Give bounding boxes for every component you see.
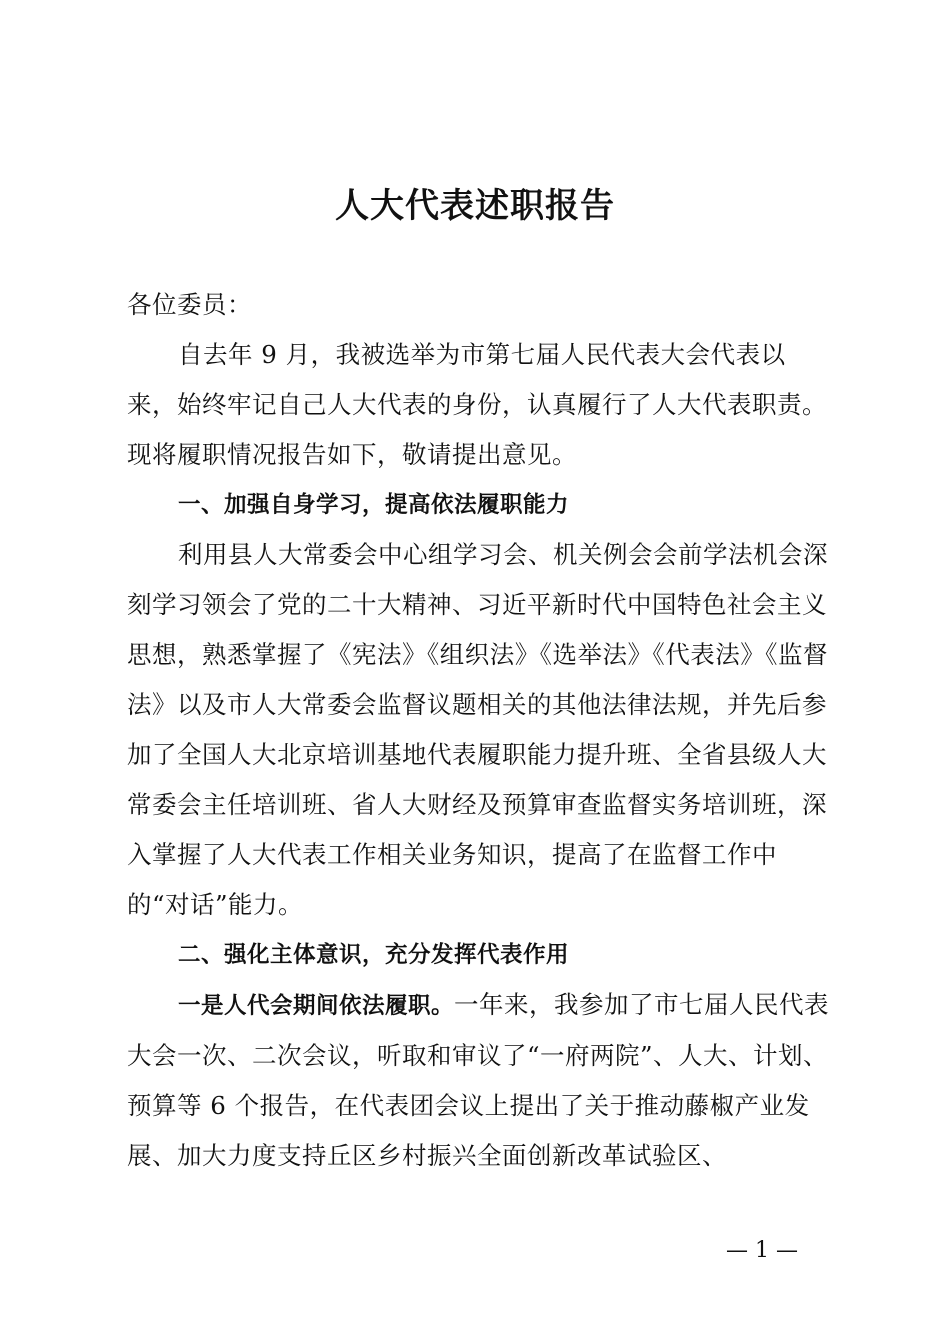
section-2-text: 一年来，我参加了市七届人民代表大会一次、二次会议，听取和审议了“一府两院”、人大、计划、预算等 6 个报告，在代表团会议上提出了关于推动藤椒产业发展、加大力度支持丘区乡村振兴全面创新改革试验区、 bbox=[127, 990, 830, 1170]
document-title: 人大代表述职报告 bbox=[335, 186, 615, 226]
section-1-paragraph: 利用县人大常委会中心组学习会、机关例会会前学法机会深刻学习领会了党的二十大精神、习近平新时代中国特色社会主义思想，熟悉掌握了《宪法》《组织法》《选举法》《代表法》《监督法》以及市人大常委会监督议题相关的其他法律法规，并先后参加了全国人大北京培训基地代表履职能力提升班、全省县级人大常委会主任培训班、省人大财经及预算审查监督实务培训班，深入掌握了人大代表工作相关业务知识，提高了在监督工作中的“对话”能力。 bbox=[127, 540, 828, 919]
section-2-paragraph bbox=[127, 980, 833, 1181]
section-1-heading: 一、加强自身学习，提高依法履职能力 bbox=[178, 492, 570, 518]
section-2-lead: 一是人代会期间依法履职。 bbox=[178, 993, 455, 1019]
salutation: 各位委员： bbox=[127, 290, 252, 319]
intro-paragraph: 自去年 9 月，我被选举为市第七届人民代表大会代表以来，始终牢记自己人大代表的身份，认真履行了人大代表职责。现将履职情况报告如下，敬请提出意见。 bbox=[127, 340, 827, 469]
section-2-heading: 二、强化主体意识，充分发挥代表作用 bbox=[178, 942, 570, 968]
document-body bbox=[127, 280, 833, 1181]
page-number: — 1 — bbox=[726, 1238, 798, 1263]
